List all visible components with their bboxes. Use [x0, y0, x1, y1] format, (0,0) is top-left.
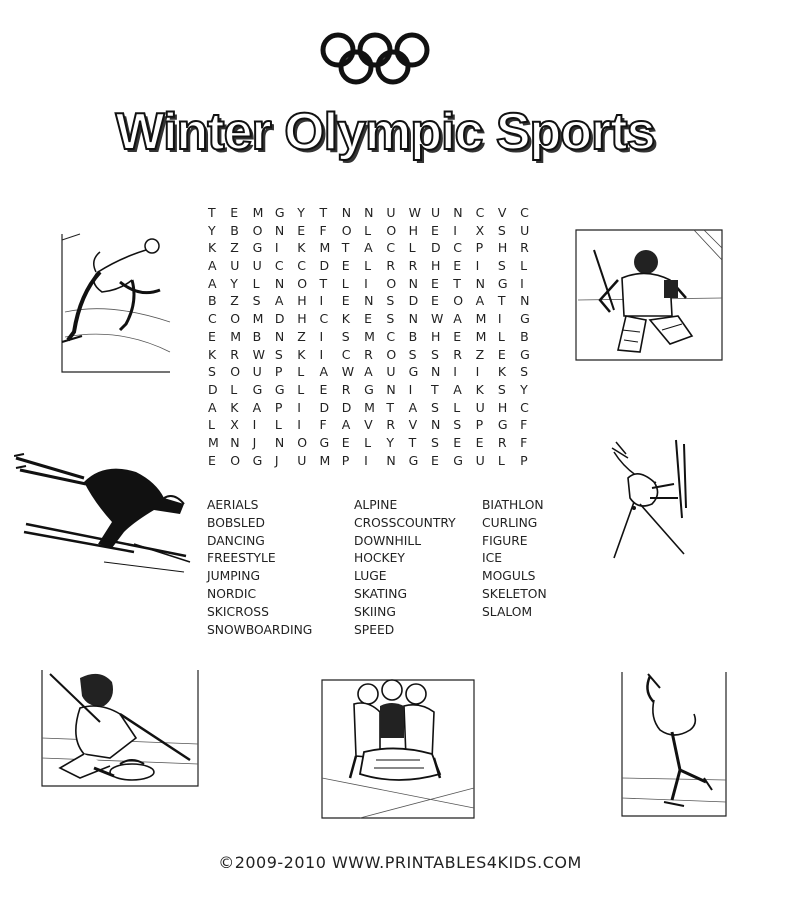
figure-skater-icon [620, 670, 728, 818]
grid-letter: L [341, 275, 349, 291]
grid-letter: P [475, 240, 484, 256]
grid-letter: N [364, 205, 374, 220]
grid-letter: S [252, 293, 261, 309]
grid-letter: G [252, 240, 263, 256]
grid-letter: I [297, 417, 301, 433]
grid-letter: M [364, 328, 375, 344]
word-list-item: SKIING [354, 604, 396, 619]
grid-letter: B [408, 328, 418, 344]
grid-letter: O [341, 222, 352, 238]
grid-letter: S [520, 364, 529, 380]
grid-letter: A [475, 293, 485, 309]
grid-letter: U [386, 205, 396, 220]
grid-letter: M [364, 399, 375, 415]
olympic-rings-icon [318, 30, 438, 88]
grid-letter: I [297, 399, 301, 415]
word-list-item: BIATHLON [482, 498, 544, 512]
grid-letter: K [475, 381, 484, 397]
grid-letter: L [408, 240, 416, 256]
copyright-footer: ©2009-2010 WWW.PRINTABLES4KIDS.COM [218, 853, 582, 872]
grid-letter: M [252, 311, 264, 327]
grid-letter: S [430, 399, 439, 415]
grid-letter: U [430, 205, 441, 220]
grid-letter: R [497, 434, 507, 450]
grid-letter: T [319, 275, 328, 291]
grid-letter: O [230, 311, 241, 327]
grid-letter: S [430, 346, 439, 362]
grid-letter: U [252, 258, 262, 274]
grid-letter: K [208, 346, 217, 362]
grid-letter: R [520, 240, 529, 256]
grid-letter: N [453, 205, 463, 220]
grid-letter: G [408, 452, 419, 468]
grid-letter: L [364, 222, 372, 238]
grid-letter: E [475, 434, 484, 450]
grid-letter: N [520, 293, 530, 309]
grid-letter: U [475, 452, 485, 468]
grid-letter: W [252, 346, 265, 362]
grid-letter: A [453, 311, 462, 327]
grid-letter: C [386, 240, 396, 256]
grid-letter: I [319, 328, 324, 344]
grid-letter: I [252, 417, 257, 433]
grid-letter: X [475, 222, 485, 238]
grid-letter: U [520, 222, 530, 238]
grid-letter: K [297, 240, 306, 256]
grid-letter: Z [475, 346, 485, 362]
curler-icon [40, 668, 200, 788]
word-list [207, 497, 592, 639]
grid-letter: R [453, 346, 462, 362]
downhill-skier-icon [14, 452, 192, 574]
grid-letter: A [208, 399, 217, 415]
word-list-item: ICE [482, 551, 502, 566]
grid-letter: J [252, 434, 257, 450]
grid-letter: O [230, 364, 241, 380]
grid-letter: I [408, 381, 413, 397]
grid-letter: O [386, 222, 397, 238]
grid-letter: E [430, 293, 439, 309]
grid-letter: Y [208, 222, 216, 238]
grid-letter: Z [230, 240, 239, 256]
grid-letter: E [341, 258, 350, 274]
grid-letter: W [430, 311, 444, 327]
word-list-item: JUMPING [207, 569, 261, 584]
grid-letter: L [297, 364, 305, 380]
grid-letter: N [386, 452, 396, 468]
grid-letter: G [453, 452, 463, 468]
grid-letter: E [319, 381, 328, 397]
grid-letter: C [297, 258, 306, 274]
word-list-item: CURLING [482, 515, 538, 530]
grid-letter: P [274, 364, 283, 380]
grid-letter: K [230, 399, 239, 415]
grid-letter: N [475, 275, 485, 291]
grid-letter: L [364, 258, 372, 274]
speed-skater-icon [60, 232, 172, 374]
grid-letter: U [386, 364, 396, 380]
grid-letter: N [274, 328, 285, 344]
grid-letter: G [252, 452, 263, 468]
word-list-item: SKICROSS [207, 604, 269, 619]
grid-letter: V [408, 417, 418, 433]
grid-letter: G [274, 381, 285, 397]
grid-letter: T [208, 205, 216, 220]
grid-letter: K [297, 346, 306, 362]
grid-letter: L [453, 399, 461, 415]
grid-letter: A [453, 381, 462, 397]
word-list-item: DOWNHILL [354, 533, 422, 548]
grid-letter: T [453, 275, 461, 291]
grid-letter: A [208, 275, 217, 291]
grid-letter: E [208, 328, 216, 344]
grid-letter: M [319, 240, 331, 256]
grid-letter: M [208, 434, 219, 450]
grid-letter: J [274, 452, 279, 468]
grid-letter: A [208, 258, 217, 274]
word-list-item: FIGURE [482, 533, 528, 548]
grid-letter: T [497, 293, 506, 309]
grid-letter: O [230, 452, 241, 468]
grid-letter: V [497, 205, 507, 220]
grid-letter: H [297, 311, 307, 327]
grid-letter: E [364, 311, 372, 327]
grid-letter: T [430, 381, 439, 397]
page-title: Winter Olympic Sports [115, 103, 655, 161]
grid-letter: H [497, 240, 508, 256]
grid-letter: I [475, 258, 480, 274]
word-list-item: FREESTYLE [207, 551, 276, 566]
grid-letter: L [497, 328, 505, 344]
grid-letter: S [497, 381, 506, 397]
grid-letter: A [408, 399, 418, 415]
grid-letter: G [319, 434, 330, 450]
grid-letter: E [497, 346, 506, 362]
grid-letter: Y [520, 381, 528, 397]
grid-letter: N [230, 434, 240, 450]
grid-letter: G [408, 364, 419, 380]
grid-letter: W [341, 364, 355, 380]
grid-letter: C [475, 205, 485, 220]
grid-letter: S [274, 346, 283, 362]
grid-letter: R [386, 258, 396, 274]
grid-letter: E [230, 205, 239, 220]
word-list-item: SNOWBOARDING [207, 622, 313, 637]
grid-letter: R [408, 258, 418, 274]
grid-letter: Y [386, 434, 395, 450]
grid-letter: I [274, 240, 279, 256]
grid-letter: B [252, 328, 262, 344]
grid-letter: B [230, 222, 239, 238]
grid-letter: Z [230, 293, 239, 309]
word-list-item: LUGE [354, 569, 387, 584]
grid-letter: Z [297, 328, 306, 344]
grid-letter: D [208, 381, 218, 397]
grid-letter: O [453, 293, 464, 309]
word-list-item: SKATING [354, 586, 407, 601]
grid-letter: C [341, 346, 351, 362]
grid-letter: N [386, 381, 396, 397]
grid-letter: D [319, 399, 330, 415]
grid-letter: N [408, 311, 419, 327]
grid-letter: C [453, 240, 462, 256]
grid-letter: L [497, 452, 505, 468]
word-list-item: SPEED [354, 622, 395, 637]
grid-letter: F [520, 417, 528, 433]
word-list-item: DANCING [207, 533, 265, 548]
grid-letter: G [520, 311, 530, 327]
hockey-goalie-icon [574, 220, 724, 362]
grid-letter: S [453, 417, 462, 433]
grid-letter: P [520, 452, 528, 468]
grid-letter: E [453, 434, 462, 450]
word-list-item: NORDIC [207, 586, 257, 601]
grid-letter: G [252, 381, 263, 397]
grid-letter: U [475, 399, 485, 415]
grid-letter: P [475, 417, 484, 433]
grid-letter: I [364, 275, 368, 291]
grid-letter: E [453, 258, 462, 274]
grid-letter: B [208, 293, 217, 309]
grid-letter: K [208, 240, 217, 256]
grid-letter: G [497, 275, 508, 291]
grid-letter: C [520, 205, 529, 220]
grid-letter: O [386, 275, 397, 291]
grid-letter: L [520, 258, 528, 274]
grid-letter: E [430, 222, 439, 238]
grid-letter: I [497, 311, 502, 327]
grid-letter: A [364, 240, 373, 256]
grid-letter: H [430, 258, 441, 274]
grid-letter: M [319, 452, 331, 468]
grid-letter: H [497, 399, 508, 415]
grid-letter: V [364, 417, 373, 433]
grid-letter: E [453, 328, 462, 344]
aerial-skier-icon [604, 438, 688, 564]
grid-letter: T [386, 399, 395, 415]
grid-letter: M [230, 328, 242, 344]
grid-letter: F [520, 434, 528, 450]
grid-letter: I [453, 222, 457, 238]
grid-letter: O [297, 275, 308, 291]
grid-letter: N [364, 293, 374, 309]
grid-letter: B [520, 328, 529, 344]
grid-letter: H [430, 328, 441, 344]
grid-letter: S [497, 258, 506, 274]
grid-letter: X [230, 417, 239, 433]
grid-letter: R [341, 381, 351, 397]
grid-letter: Y [297, 205, 305, 220]
grid-letter: O [252, 222, 263, 238]
grid-letter: E [430, 452, 439, 468]
grid-letter: L [364, 434, 372, 450]
grid-letter: S [408, 346, 417, 362]
grid-letter: F [319, 417, 327, 433]
grid-letter: O [297, 434, 308, 450]
grid-letter: L [208, 417, 215, 433]
grid-letter: N [274, 275, 285, 291]
grid-letter: Y [230, 275, 238, 291]
grid-letter: U [252, 364, 262, 380]
grid-letter: L [230, 381, 238, 397]
grid-letter: R [364, 346, 373, 362]
grid-letter: E [430, 275, 439, 291]
grid-letter: M [475, 328, 487, 344]
grid-letter: N [430, 364, 441, 380]
grid-letter: L [274, 417, 282, 433]
grid-letter: K [341, 311, 350, 327]
grid-letter: P [341, 452, 350, 468]
grid-letter: P [274, 399, 283, 415]
grid-letter: W [408, 205, 422, 220]
word-list-item [482, 622, 592, 640]
grid-letter: H [297, 293, 307, 309]
grid-letter: G [274, 205, 285, 220]
word-list-item: SKELETON [482, 586, 547, 601]
grid-letter: N [430, 417, 441, 433]
grid-letter: T [341, 240, 350, 256]
word-list-item: SLALOM [482, 604, 533, 619]
grid-letter: U [297, 452, 307, 468]
grid-letter: U [230, 258, 240, 274]
grid-letter: I [319, 346, 324, 362]
grid-letter: N [408, 275, 419, 291]
grid-letter: M [252, 205, 264, 220]
grid-letter: A [274, 293, 284, 309]
word-list-item: CROSSCOUNTRY [354, 515, 456, 530]
grid-letter: S [497, 222, 506, 238]
word-search-grid [208, 204, 542, 469]
word-list-item: AERIALS [207, 498, 259, 512]
grid-letter: N [274, 434, 285, 450]
word-list-item: MOGULS [482, 569, 536, 584]
grid-letter: T [319, 205, 328, 220]
grid-letter: D [341, 399, 352, 415]
grid-letter: L [297, 381, 305, 397]
grid-letter: I [520, 275, 524, 291]
grid-letter: S [386, 311, 395, 327]
grid-letter: H [408, 222, 419, 238]
grid-letter: N [341, 205, 352, 220]
grid-letter: F [319, 222, 327, 238]
grid-letter: S [386, 293, 395, 309]
grid-letter: D [274, 311, 285, 327]
grid-letter: A [252, 399, 262, 415]
grid-letter: T [408, 434, 417, 450]
grid-letter: R [386, 417, 396, 433]
grid-letter: D [319, 258, 330, 274]
grid-letter: I [453, 364, 457, 380]
grid-letter: A [341, 417, 351, 433]
grid-letter: D [430, 240, 441, 256]
grid-letter: C [319, 311, 329, 327]
grid-letter: S [341, 328, 350, 344]
grid-letter: I [364, 452, 368, 468]
grid-letter: O [386, 346, 397, 362]
grid-letter: L [252, 275, 260, 291]
grid-letter: A [319, 364, 329, 380]
word-list-item: ALPINE [354, 498, 398, 512]
grid-letter: C [274, 258, 284, 274]
grid-letter: G [364, 381, 374, 397]
grid-letter: G [497, 417, 508, 433]
grid-letter: E [341, 434, 350, 450]
grid-letter: C [520, 399, 529, 415]
word-list-item: BOBSLED [207, 515, 266, 530]
bobsled-icon [320, 678, 476, 820]
grid-letter: R [230, 346, 239, 362]
grid-letter: I [475, 364, 480, 380]
grid-letter: N [274, 222, 285, 238]
grid-letter: C [386, 328, 396, 344]
grid-letter: C [208, 311, 217, 327]
grid-letter: I [319, 293, 324, 309]
grid-letter: D [408, 293, 419, 309]
grid-letter: G [520, 346, 530, 362]
grid-letter: E [208, 452, 216, 468]
grid-letter: S [430, 434, 439, 450]
grid-letter: E [297, 222, 306, 238]
grid-letter: A [364, 364, 373, 380]
grid-letter: E [341, 293, 350, 309]
grid-letter: M [475, 311, 487, 327]
grid-letter: K [497, 364, 507, 380]
word-list-item: HOCKEY [354, 551, 405, 566]
grid-letter: S [208, 364, 216, 380]
